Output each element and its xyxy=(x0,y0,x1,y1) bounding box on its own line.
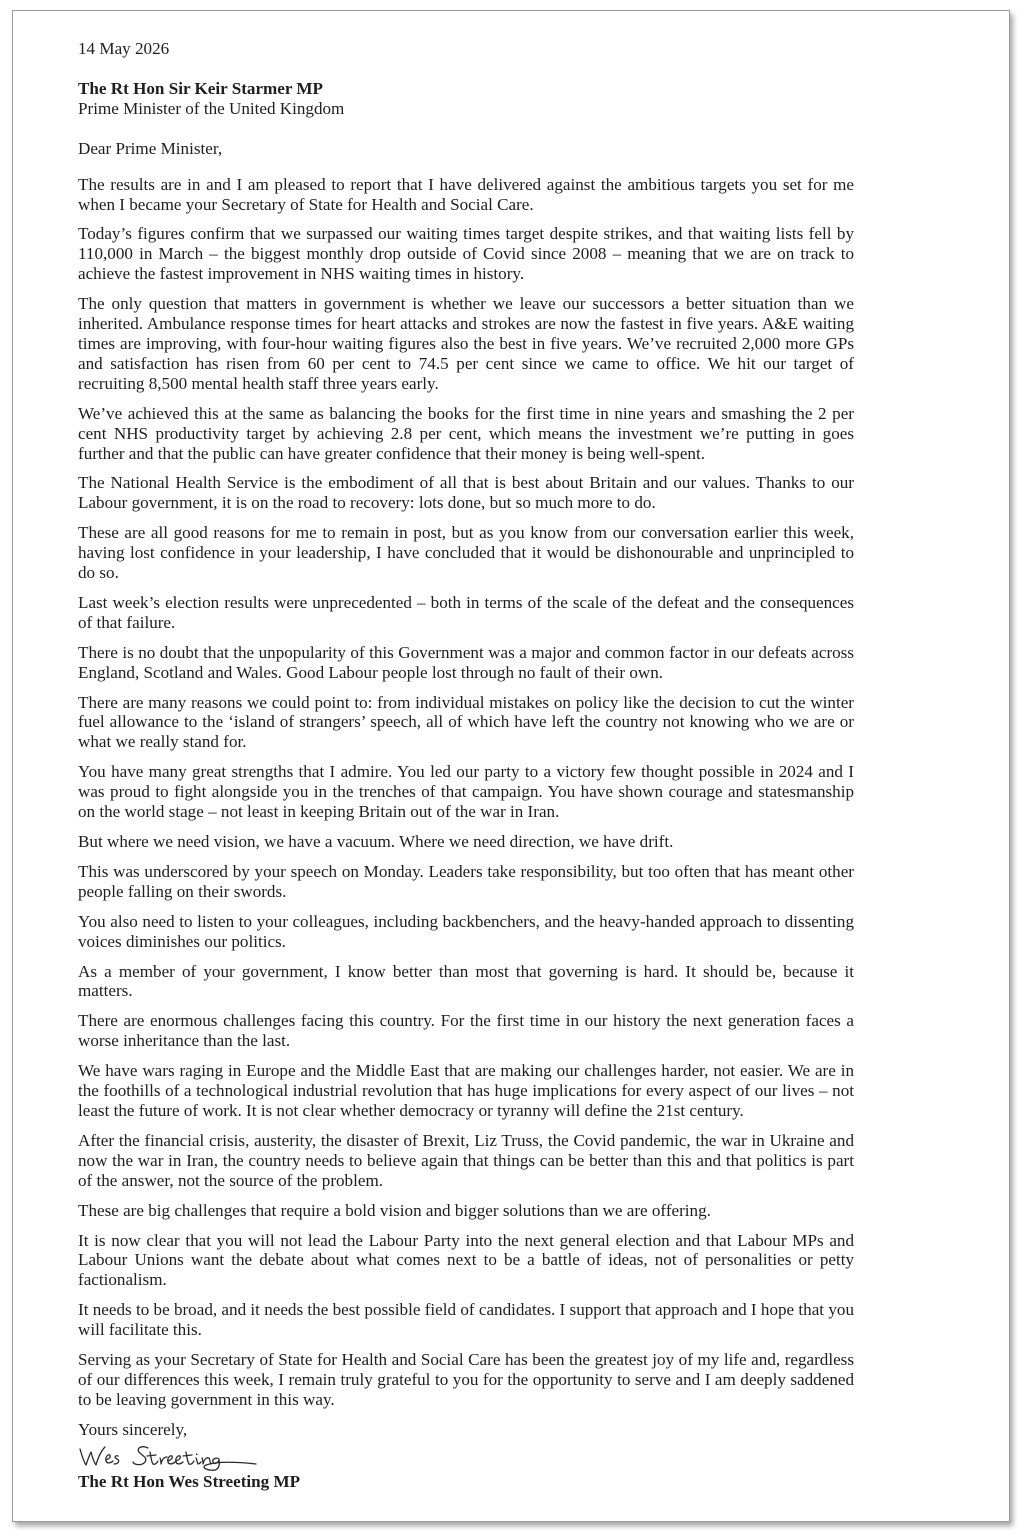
letter-paragraph: There is no doubt that the unpopularity of this Government was a major and common factor in our defeats across England, Scotland and Wales. Good Labour people lost through no fault of their own. xyxy=(78,642,854,682)
handwritten-signature xyxy=(78,1440,854,1472)
letter-paragraph: Serving as your Secretary of State for Health and Social Care has been the greatest joy of my life and, regardless of our differences this week, I remain truly grateful to you for the opportunity to serve and I am deeply saddened to be leaving government in this way. xyxy=(78,1350,854,1409)
letter-paragraph: We have wars raging in Europe and the Middle East that are making our challenges harder, not easier. We are in the foothills of a technological industrial revolution that has huge implications for every aspect of our lives – not least the future of work. It is not clear whether democracy or tyranny will define the 21st century. xyxy=(78,1061,854,1120)
letter-paragraph: We’ve achieved this at the same as balancing the books for the first time in nine years and smashing the 2 per cent NHS productivity target by achieving 2.8 per cent, which means the investment we’re putting in goes further and that the public can have greater confidence that their money is being well-spent. xyxy=(78,403,854,463)
letter-paragraph: There are many reasons we could point to: from individual mistakes on policy like the decision to cut the winter fuel allowance to the ‘island of strangers’ speech, all of which have left the country not knowing who we are or what we really stand for. xyxy=(78,692,854,752)
closing: Yours sincerely, xyxy=(78,1419,188,1439)
letter-paragraph: These are all good reasons for me to remain in post, but as you know from our conversation earlier this week, having lost confidence in your leadership, I have concluded that it would be dishonourable and unprincipled to do so. xyxy=(78,523,854,583)
letter-paragraph: You also need to listen to your colleagues, including backbenchers, and the heavy-handed approach to dissenting voices diminishes our politics. xyxy=(78,911,854,951)
letter-paragraph: Today’s figures confirm that we surpassed our waiting times target despite strikes, and that waiting lists fell by 110,000 in March – the biggest monthly drop outside of Covid since 2008 – meaning that we are on track to achieve the fastest improvement in NHS waiting times in history. xyxy=(78,224,854,284)
recipient-name: The Rt Hon Sir Keir Starmer MP xyxy=(78,78,323,98)
salutation: Dear Prime Minister, xyxy=(78,138,223,158)
letter-paragraph: It is now clear that you will not lead the Labour Party into the next general election and that Labour MPs and Labour Unions want the debate about what comes next to be a battle of ideas, not of personalities or petty factionalism. xyxy=(78,1230,854,1290)
letter-page xyxy=(12,10,1010,1522)
letter-paragraph: After the financial crisis, austerity, the disaster of Brexit, Liz Truss, the Covid pandemic, the war in Ukraine and now the war in Iran, the country needs to believe again that things can be better than this and that politics is part of the answer, not the source of the problem. xyxy=(78,1130,854,1190)
letter-paragraph: Last week’s election results were unprecedented – both in terms of the scale of the defeat and the consequences of that failure. xyxy=(78,592,854,632)
signer-name: The Rt Hon Wes Streeting MP xyxy=(78,1471,301,1491)
letter-paragraph: These are big challenges that require a bold vision and bigger solutions than we are offering. xyxy=(78,1200,711,1220)
letter-paragraph: The results are in and I am pleased to report that I have delivered against the ambitious targets you set for me when I became your Secretary of State for Health and Social Care. xyxy=(78,174,854,214)
letter-paragraph: There are enormous challenges facing this country. For the first time in our history the next generation faces a worse inheritance than the last. xyxy=(78,1011,854,1051)
recipient-title: Prime Minister of the United Kingdom xyxy=(78,98,345,118)
letter-paragraph: But where we need vision, we have a vacuum. Where we need direction, we have drift. xyxy=(78,832,674,851)
letter-content xyxy=(78,39,854,1492)
letter-date: 14 May 2026 xyxy=(78,39,170,58)
letter-paragraph: This was underscored by your speech on Monday. Leaders take responsibility, but too often that has meant other people falling on their swords. xyxy=(78,861,854,901)
letter-paragraph: You have many great strengths that I admire. You led our party to a victory few thought possible in 2024 and I was proud to fight alongside you in the trenches of that campaign. You have shown courage and statesmanship on the world stage – not least in keeping Britain out of the war in Iran. xyxy=(78,762,854,822)
letter-paragraph: The National Health Service is the embodiment of all that is best about Britain and our values. Thanks to our Labour government, it is on the road to recovery: lots done, but so much more to do. xyxy=(78,473,854,513)
letter-paragraph: As a member of your government, I know better than most that governing is hard. It should be, because it matters. xyxy=(78,961,854,1001)
letter-paragraph: The only question that matters in government is whether we leave our successors a better situation than we inherited. Ambulance response times for heart attacks and strokes are now the fastest in five years. A&E waiting times are improving, with four-hour waiting figures also the best in five years. We’ve recruited 2,000 more GPs and satisfaction has risen from 60 per cent to 74.5 per cent since we came to office. We hit our target of recruiting 8,500 mental health staff three years early. xyxy=(78,294,854,393)
letter-paragraph: It needs to be broad, and it needs the best possible field of candidates. I support that approach and I hope that you will facilitate this. xyxy=(78,1300,854,1340)
